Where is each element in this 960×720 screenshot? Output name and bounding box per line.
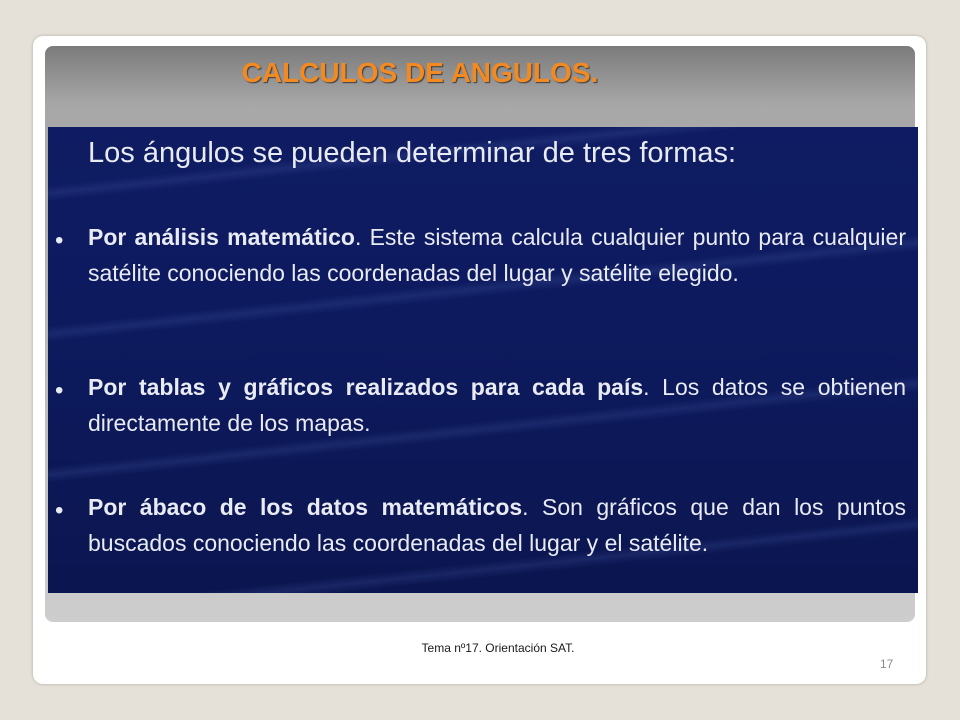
page-number: 17 xyxy=(880,657,894,671)
slide-footer: Tema nº17. Orientación SAT. xyxy=(421,641,575,655)
slide-title: CALCULOS DE ANGULOS. xyxy=(241,57,599,88)
bullet-heading: Por tablas y gráficos realizados para cada país xyxy=(88,374,644,400)
bullet-body: . Son gráficos que dan los puntos buscados conociendo las coordenadas del lugar y el satélite. xyxy=(88,494,906,556)
bullet-marker: • xyxy=(55,497,64,524)
bullet-marker: • xyxy=(55,377,64,404)
bullet-heading: Por ábaco de los datos matemáticos xyxy=(88,494,523,520)
intro-text: Los ángulos se pueden determinar de tres formas: xyxy=(88,137,737,169)
bullet-body: . Este sistema calcula cualquier punto para cualquier satélite conociendo las coordenadas del lugar y satélite elegido. xyxy=(88,224,906,286)
bullet-heading: Por análisis matemático xyxy=(88,224,355,250)
bullet-marker: • xyxy=(55,227,64,254)
bullet-body: . Los datos se obtienen directamente de los mapas. xyxy=(88,374,906,436)
bullet-text xyxy=(88,219,906,291)
bullet-text xyxy=(88,369,906,441)
bullet-text xyxy=(88,489,906,561)
content-panel xyxy=(48,127,918,593)
